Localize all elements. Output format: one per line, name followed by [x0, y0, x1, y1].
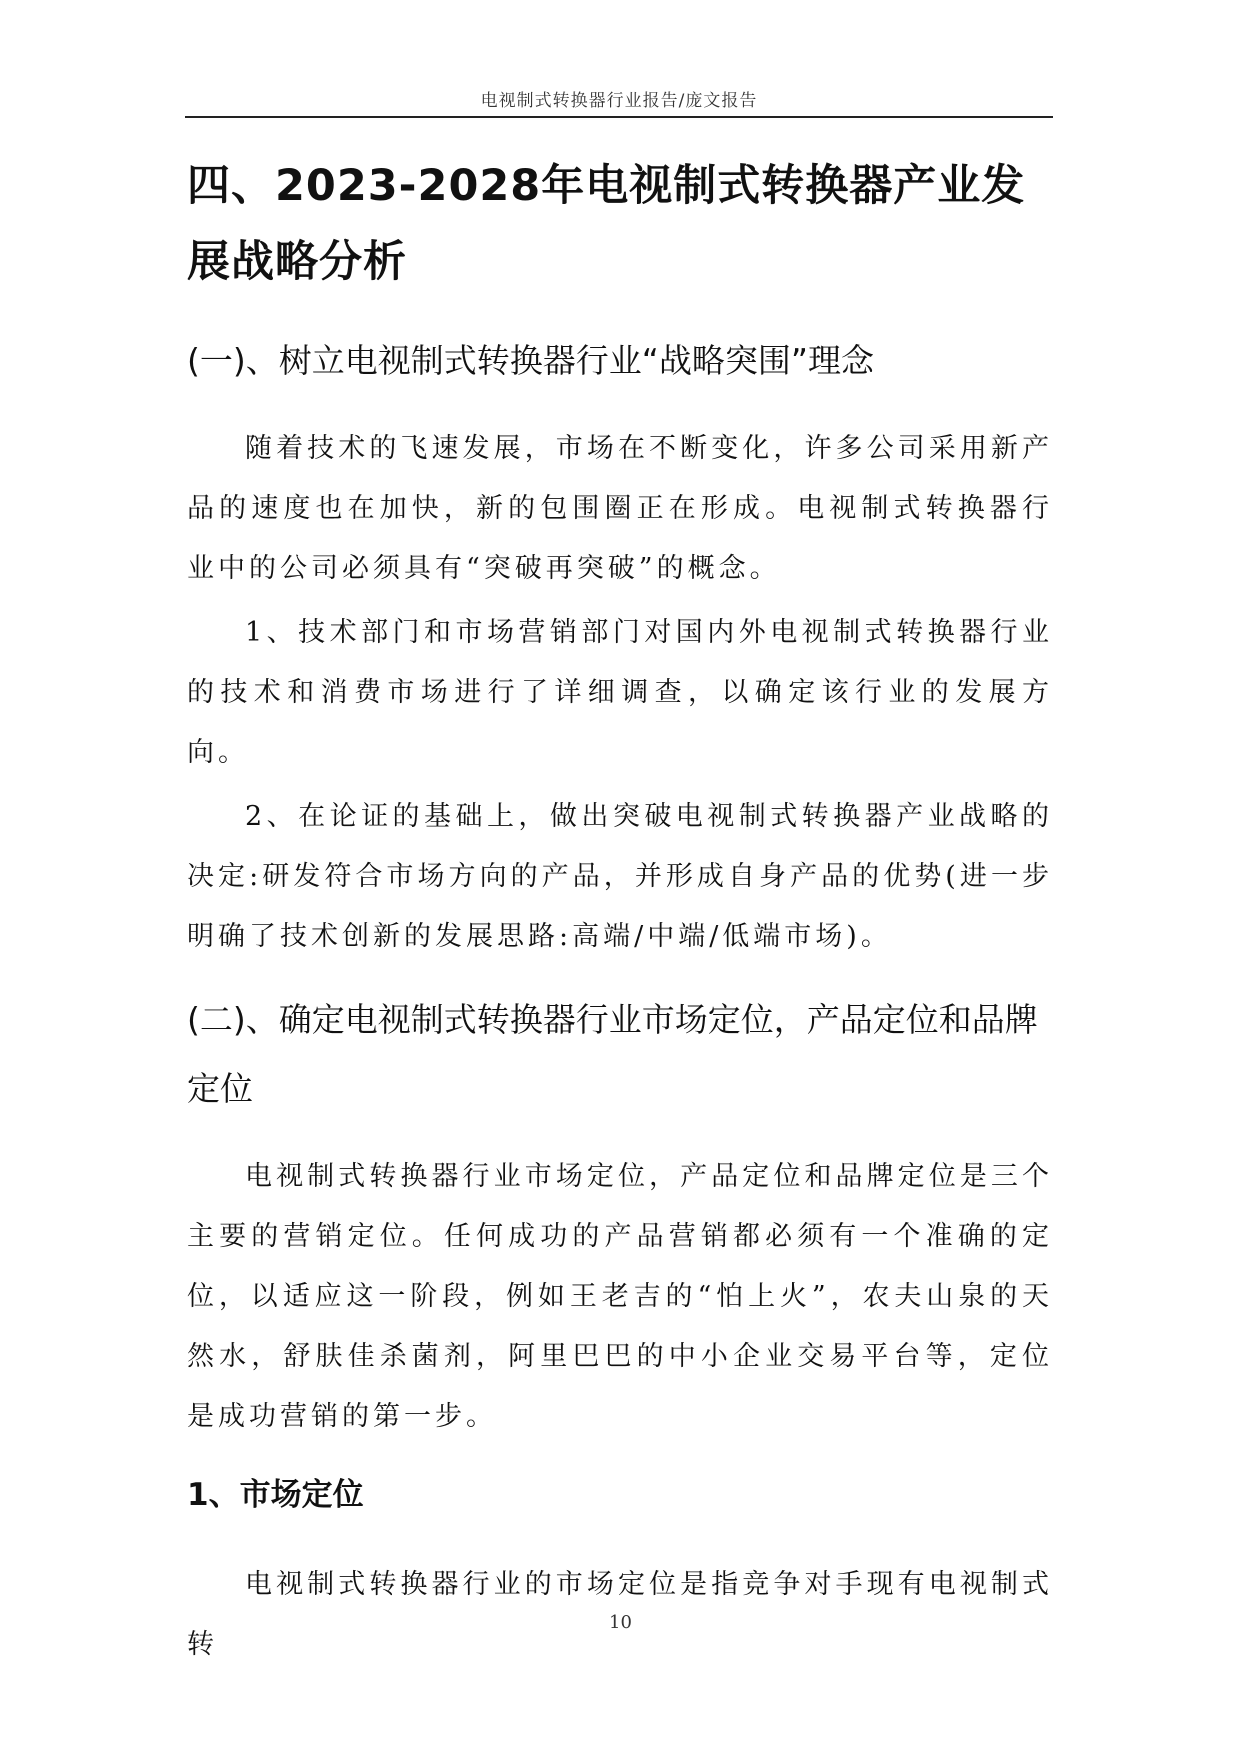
paragraph: 2、在论证的基础上，做出突破电视制式转换器产业战略的决定:研发符合市场方向的产品，并形成自身产品的优势(进一步明确了技术创新的发展思路:高端/中端/低端市场)。	[187, 801, 1053, 952]
subsection-title-2: (二)、确定电视制式转换器行业市场定位，产品定位和品牌定位	[187, 1000, 1038, 1108]
page-content	[187, 148, 1053, 1675]
subsection-title-3: 1、市场定位	[187, 1477, 364, 1513]
page-number: 10	[609, 1612, 632, 1633]
paragraph: 随着技术的飞速发展，市场在不断变化，许多公司采用新产品的速度也在加快，新的包围圈正在形成。电视制式转换器行业中的公司必须具有“突破再突破”的概念。	[187, 433, 1053, 584]
section-title: 四、2023-2028年电视制式转换器产业发展战略分析	[187, 161, 1026, 287]
subsection-title-1: (一)、树立电视制式转换器行业“战略突围”理念	[187, 341, 874, 380]
paragraph: 电视制式转换器行业的市场定位是指竞争对手现有电视制式转	[187, 1569, 1053, 1660]
running-header: 电视制式转换器行业报告/庞文报告	[480, 91, 758, 111]
paragraph: 1、技术部门和市场营销部门对国内外电视制式转换器行业的技术和消费市场进行了详细调查，以确定该行业的发展方向。	[187, 617, 1053, 768]
paragraph: 电视制式转换器行业市场定位，产品定位和品牌定位是三个主要的营销定位。任何成功的产品营销都必须有一个准确的定位，以适应这一阶段，例如王老吉的“怕上火”，农夫山泉的天然水，舒肤佳杀菌剂，阿里巴巴的中小企业交易平台等，定位是成功营销的第一步。	[187, 1161, 1053, 1432]
header-rule	[185, 116, 1053, 118]
